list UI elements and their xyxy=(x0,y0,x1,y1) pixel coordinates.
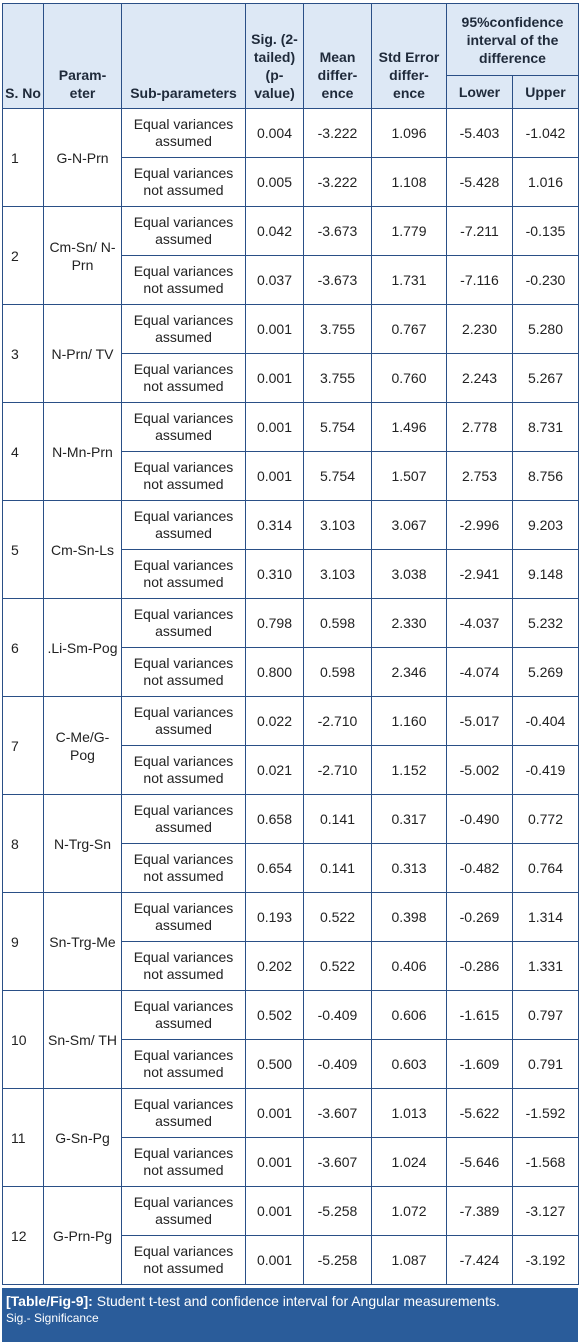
cell-sub-parameter: Equal variances not assumed xyxy=(122,354,246,403)
cell-mean-difference: 3.103 xyxy=(304,501,372,550)
cell-ci-lower: -2.941 xyxy=(447,550,513,599)
cell-sno: 7 xyxy=(3,697,44,795)
cell-std-error: 1.108 xyxy=(372,158,447,207)
caption-title: [Table/Fig-9]: xyxy=(6,1293,93,1309)
cell-ci-lower: -0.269 xyxy=(447,893,513,942)
cell-sno: 9 xyxy=(3,893,44,991)
cell-ci-lower: -7.211 xyxy=(447,207,513,256)
cell-ci-upper: 5.232 xyxy=(513,599,579,648)
table-row xyxy=(3,1187,579,1236)
cell-mean-difference: -3.673 xyxy=(304,256,372,305)
header-parameter: Param-eter xyxy=(44,4,122,109)
cell-sig: 0.500 xyxy=(246,1040,304,1089)
cell-mean-difference: -0.409 xyxy=(304,991,372,1040)
cell-std-error: 1.731 xyxy=(372,256,447,305)
cell-ci-upper: -1.042 xyxy=(513,109,579,158)
cell-sig: 0.314 xyxy=(246,501,304,550)
cell-sno: 4 xyxy=(3,403,44,501)
cell-std-error: 0.398 xyxy=(372,893,447,942)
cell-ci-lower: -7.389 xyxy=(447,1187,513,1236)
table-body xyxy=(3,109,579,1285)
cell-ci-lower: -0.482 xyxy=(447,844,513,893)
cell-sno: 10 xyxy=(3,991,44,1089)
cell-parameter: Cm-Sn-Ls xyxy=(44,501,122,599)
cell-sig: 0.310 xyxy=(246,550,304,599)
cell-sub-parameter: Equal variances not assumed xyxy=(122,256,246,305)
cell-mean-difference: -2.710 xyxy=(304,746,372,795)
cell-sig: 0.001 xyxy=(246,403,304,452)
cell-std-error: 1.779 xyxy=(372,207,447,256)
cell-sig: 0.202 xyxy=(246,942,304,991)
cell-sub-parameter: Equal variances not assumed xyxy=(122,158,246,207)
header-mean-difference: Mean differ-ence xyxy=(304,4,372,109)
table-row xyxy=(3,795,579,844)
cell-mean-difference: -3.607 xyxy=(304,1138,372,1187)
cell-sub-parameter: Equal variances assumed xyxy=(122,109,246,158)
cell-std-error: 1.013 xyxy=(372,1089,447,1138)
cell-parameter: N-Mn-Prn xyxy=(44,403,122,501)
cell-sig: 0.800 xyxy=(246,648,304,697)
cell-std-error: 2.346 xyxy=(372,648,447,697)
cell-ci-upper: -3.127 xyxy=(513,1187,579,1236)
cell-sno: 3 xyxy=(3,305,44,403)
table-row xyxy=(3,403,579,452)
cell-ci-lower: -4.074 xyxy=(447,648,513,697)
cell-sub-parameter: Equal variances not assumed xyxy=(122,1040,246,1089)
cell-ci-upper: -0.230 xyxy=(513,256,579,305)
cell-mean-difference: -3.222 xyxy=(304,109,372,158)
cell-sig: 0.001 xyxy=(246,1187,304,1236)
cell-ci-lower: -7.424 xyxy=(447,1236,513,1285)
cell-ci-lower: -5.017 xyxy=(447,697,513,746)
cell-sig: 0.001 xyxy=(246,1089,304,1138)
cell-std-error: 3.067 xyxy=(372,501,447,550)
table-header xyxy=(3,4,579,109)
cell-ci-lower: -0.286 xyxy=(447,942,513,991)
cell-parameter: Cm-Sn/ N-Prn xyxy=(44,207,122,305)
cell-mean-difference: -2.710 xyxy=(304,697,372,746)
cell-parameter: Sn-Sm/ TH xyxy=(44,991,122,1089)
table-caption xyxy=(2,1288,578,1342)
cell-mean-difference: 5.754 xyxy=(304,403,372,452)
table-row xyxy=(3,109,579,158)
table-row xyxy=(3,599,579,648)
cell-parameter: C-Me/G-Pog xyxy=(44,697,122,795)
cell-sno: 1 xyxy=(3,109,44,207)
cell-sub-parameter: Equal variances not assumed xyxy=(122,746,246,795)
header-lower: Lower xyxy=(447,76,513,109)
cell-sub-parameter: Equal variances assumed xyxy=(122,501,246,550)
cell-sig: 0.005 xyxy=(246,158,304,207)
cell-mean-difference: 5.754 xyxy=(304,452,372,501)
cell-sno: 5 xyxy=(3,501,44,599)
cell-ci-upper: -1.592 xyxy=(513,1089,579,1138)
cell-ci-lower: -5.622 xyxy=(447,1089,513,1138)
cell-sub-parameter: Equal variances not assumed xyxy=(122,942,246,991)
cell-mean-difference: 0.141 xyxy=(304,795,372,844)
cell-mean-difference: 0.141 xyxy=(304,844,372,893)
cell-sno: 12 xyxy=(3,1187,44,1285)
cell-ci-upper: -0.135 xyxy=(513,207,579,256)
cell-std-error: 3.038 xyxy=(372,550,447,599)
cell-sub-parameter: Equal variances not assumed xyxy=(122,1236,246,1285)
cell-sno: 6 xyxy=(3,599,44,697)
cell-sno: 2 xyxy=(3,207,44,305)
cell-sub-parameter: Equal variances assumed xyxy=(122,403,246,452)
cell-ci-upper: 1.016 xyxy=(513,158,579,207)
caption-note: Sig.- Significance xyxy=(6,1311,99,1325)
cell-std-error: 1.507 xyxy=(372,452,447,501)
cell-sig: 0.004 xyxy=(246,109,304,158)
table-row xyxy=(3,991,579,1040)
cell-mean-difference: 3.103 xyxy=(304,550,372,599)
cell-ci-lower: -0.490 xyxy=(447,795,513,844)
cell-sub-parameter: Equal variances assumed xyxy=(122,795,246,844)
cell-ci-lower: -5.646 xyxy=(447,1138,513,1187)
cell-parameter: Sn-Trg-Me xyxy=(44,893,122,991)
cell-ci-lower: -1.615 xyxy=(447,991,513,1040)
header-sno: S. No xyxy=(3,4,44,109)
header-sub-parameters: Sub-parameters xyxy=(122,4,246,109)
cell-ci-upper: 5.269 xyxy=(513,648,579,697)
cell-std-error: 1.152 xyxy=(372,746,447,795)
cell-std-error: 0.760 xyxy=(372,354,447,403)
caption-text: Student t-test and confidence interval for Angular measurements. xyxy=(92,1293,500,1309)
results-table xyxy=(2,3,579,1285)
cell-mean-difference: -3.673 xyxy=(304,207,372,256)
cell-sig: 0.021 xyxy=(246,746,304,795)
cell-mean-difference: 3.755 xyxy=(304,305,372,354)
cell-sub-parameter: Equal variances not assumed xyxy=(122,452,246,501)
cell-ci-upper: 5.280 xyxy=(513,305,579,354)
cell-sub-parameter: Equal variances assumed xyxy=(122,305,246,354)
cell-sig: 0.798 xyxy=(246,599,304,648)
cell-mean-difference: 0.598 xyxy=(304,648,372,697)
cell-std-error: 1.072 xyxy=(372,1187,447,1236)
cell-parameter: .Li-Sm-Pog xyxy=(44,599,122,697)
header-upper: Upper xyxy=(513,76,579,109)
cell-sig: 0.502 xyxy=(246,991,304,1040)
header-sig: Sig. (2-tailed) (p-value) xyxy=(246,4,304,109)
header-std-error: Std Error differ-ence xyxy=(372,4,447,109)
cell-ci-upper: 0.772 xyxy=(513,795,579,844)
cell-mean-difference: 0.598 xyxy=(304,599,372,648)
cell-ci-lower: 2.243 xyxy=(447,354,513,403)
cell-sig: 0.001 xyxy=(246,1138,304,1187)
cell-ci-lower: -4.037 xyxy=(447,599,513,648)
cell-std-error: 1.024 xyxy=(372,1138,447,1187)
cell-sno: 11 xyxy=(3,1089,44,1187)
cell-sig: 0.193 xyxy=(246,893,304,942)
cell-sub-parameter: Equal variances assumed xyxy=(122,207,246,256)
cell-sig: 0.001 xyxy=(246,452,304,501)
cell-ci-upper: -1.568 xyxy=(513,1138,579,1187)
cell-ci-upper: 0.791 xyxy=(513,1040,579,1089)
cell-parameter: G-N-Prn xyxy=(44,109,122,207)
cell-ci-upper: 9.148 xyxy=(513,550,579,599)
cell-ci-upper: -0.404 xyxy=(513,697,579,746)
cell-mean-difference: -3.607 xyxy=(304,1089,372,1138)
table-row xyxy=(3,1089,579,1138)
cell-sig: 0.001 xyxy=(246,1236,304,1285)
cell-std-error: 0.767 xyxy=(372,305,447,354)
cell-std-error: 2.330 xyxy=(372,599,447,648)
cell-std-error: 0.406 xyxy=(372,942,447,991)
cell-parameter: G-Prn-Pg xyxy=(44,1187,122,1285)
table-row xyxy=(3,893,579,942)
table-row xyxy=(3,305,579,354)
cell-ci-upper: -0.419 xyxy=(513,746,579,795)
cell-ci-upper: 5.267 xyxy=(513,354,579,403)
cell-mean-difference: 0.522 xyxy=(304,942,372,991)
cell-mean-difference: -5.258 xyxy=(304,1187,372,1236)
cell-ci-lower: -2.996 xyxy=(447,501,513,550)
cell-sig: 0.037 xyxy=(246,256,304,305)
cell-ci-lower: -1.609 xyxy=(447,1040,513,1089)
cell-std-error: 0.313 xyxy=(372,844,447,893)
cell-ci-upper: 1.331 xyxy=(513,942,579,991)
cell-sig: 0.001 xyxy=(246,305,304,354)
cell-parameter: N-Prn/ TV xyxy=(44,305,122,403)
cell-sub-parameter: Equal variances assumed xyxy=(122,697,246,746)
cell-ci-lower: 2.230 xyxy=(447,305,513,354)
cell-sub-parameter: Equal variances assumed xyxy=(122,893,246,942)
cell-sig: 0.022 xyxy=(246,697,304,746)
cell-sub-parameter: Equal variances not assumed xyxy=(122,550,246,599)
cell-parameter: G-Sn-Pg xyxy=(44,1089,122,1187)
cell-sno: 8 xyxy=(3,795,44,893)
cell-sig: 0.042 xyxy=(246,207,304,256)
cell-ci-upper: -3.192 xyxy=(513,1236,579,1285)
cell-mean-difference: -0.409 xyxy=(304,1040,372,1089)
cell-sig: 0.001 xyxy=(246,354,304,403)
cell-ci-upper: 0.797 xyxy=(513,991,579,1040)
cell-ci-lower: 2.778 xyxy=(447,403,513,452)
cell-std-error: 1.496 xyxy=(372,403,447,452)
cell-std-error: 0.317 xyxy=(372,795,447,844)
cell-sub-parameter: Equal variances assumed xyxy=(122,1089,246,1138)
cell-std-error: 1.087 xyxy=(372,1236,447,1285)
cell-sig: 0.654 xyxy=(246,844,304,893)
table-row xyxy=(3,697,579,746)
cell-sub-parameter: Equal variances assumed xyxy=(122,991,246,1040)
cell-ci-upper: 9.203 xyxy=(513,501,579,550)
header-confidence-interval: 95%confidence interval of the difference xyxy=(447,4,579,76)
cell-sub-parameter: Equal variances assumed xyxy=(122,1187,246,1236)
cell-sig: 0.658 xyxy=(246,795,304,844)
cell-ci-upper: 8.731 xyxy=(513,403,579,452)
cell-sub-parameter: Equal variances assumed xyxy=(122,599,246,648)
cell-mean-difference: -5.258 xyxy=(304,1236,372,1285)
cell-ci-lower: -5.428 xyxy=(447,158,513,207)
cell-mean-difference: 3.755 xyxy=(304,354,372,403)
cell-std-error: 1.160 xyxy=(372,697,447,746)
cell-sub-parameter: Equal variances not assumed xyxy=(122,648,246,697)
cell-std-error: 1.096 xyxy=(372,109,447,158)
cell-parameter: N-Trg-Sn xyxy=(44,795,122,893)
table-row xyxy=(3,501,579,550)
cell-ci-upper: 0.764 xyxy=(513,844,579,893)
table-row xyxy=(3,207,579,256)
cell-ci-upper: 1.314 xyxy=(513,893,579,942)
cell-std-error: 0.603 xyxy=(372,1040,447,1089)
cell-ci-upper: 8.756 xyxy=(513,452,579,501)
cell-ci-lower: -5.403 xyxy=(447,109,513,158)
cell-sub-parameter: Equal variances not assumed xyxy=(122,1138,246,1187)
cell-ci-lower: 2.753 xyxy=(447,452,513,501)
cell-ci-lower: -5.002 xyxy=(447,746,513,795)
cell-ci-lower: -7.116 xyxy=(447,256,513,305)
cell-mean-difference: -3.222 xyxy=(304,158,372,207)
cell-sub-parameter: Equal variances not assumed xyxy=(122,844,246,893)
cell-std-error: 0.606 xyxy=(372,991,447,1040)
cell-mean-difference: 0.522 xyxy=(304,893,372,942)
